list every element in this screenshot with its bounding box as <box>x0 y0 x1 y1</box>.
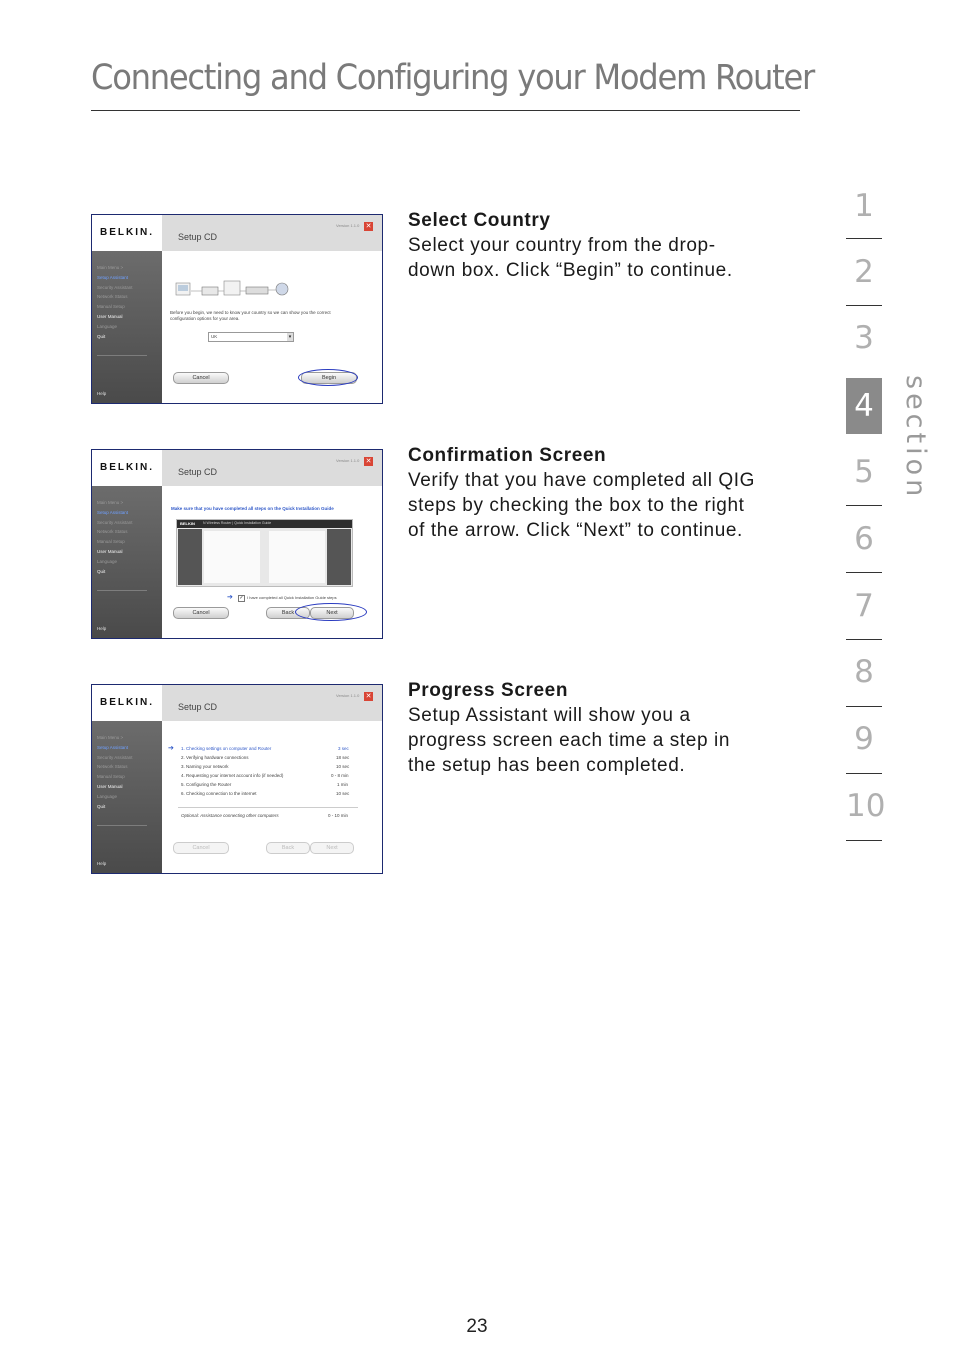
section-divider <box>846 305 882 306</box>
section-divider <box>846 773 882 774</box>
step-label: 6. Checking connection to the internet <box>181 791 257 796</box>
section-divider <box>846 505 882 506</box>
close-icon[interactable]: ✕ <box>365 457 372 465</box>
close-icon[interactable]: ✕ <box>365 692 372 700</box>
highlight-ring <box>295 603 367 621</box>
intro-text-line: configuration options for your area. <box>170 316 240 321</box>
menu-item-quit[interactable]: Quit <box>97 333 106 339</box>
menu-item-security-assistant[interactable]: Security Assistant <box>97 519 133 525</box>
back-button[interactable]: Back <box>266 607 310 619</box>
body-line: of the arrow. Click “Next” to continue. <box>408 520 743 541</box>
step-label-active: 1. Checking settings on computer and Router <box>181 746 272 751</box>
menu-item-user-manual[interactable]: User Manual <box>97 548 123 554</box>
close-icon[interactable]: ✕ <box>365 222 372 230</box>
section-link-1[interactable]: 1 <box>854 188 874 224</box>
menu-item-setup-assistant[interactable]: Setup Assistant <box>97 509 129 515</box>
text-block-select-country <box>408 208 803 283</box>
body-line: steps by checking the box to the right <box>408 495 745 516</box>
step-label: 4. Requesting your internet account info (if needed) <box>181 773 284 778</box>
intro-text-line: Before you begin, we need to know your country so we can show you the correct <box>170 310 331 315</box>
qig-title: N Wireless Router | Quick Installation Guide <box>203 521 272 525</box>
menu-item-main-menu[interactable]: Main Menu > <box>97 500 124 505</box>
menu-item-quit[interactable]: Quit <box>97 803 106 809</box>
sidebar-divider <box>97 825 147 826</box>
list-divider <box>178 807 358 808</box>
heading: Progress Screen <box>408 680 569 701</box>
text-block-confirmation <box>408 443 803 543</box>
version-label: Version 1.1.0 <box>336 223 360 228</box>
body-line: down box. Click “Begin” to continue. <box>408 260 733 281</box>
section-link-6[interactable]: 6 <box>854 521 874 557</box>
cancel-button[interactable]: Cancel <box>173 842 229 854</box>
menu-item-manual-setup[interactable]: Manual Setup <box>97 539 125 545</box>
highlight-ring <box>298 369 358 386</box>
menu-item-quit[interactable]: Quit <box>97 568 106 574</box>
version-label: Version 1.1.0 <box>336 693 360 698</box>
screenshot-progress <box>91 684 383 874</box>
body-line: Setup Assistant will show you a <box>408 705 691 726</box>
section-divider <box>846 639 882 640</box>
window-title: Setup CD <box>178 467 218 477</box>
text-block-progress <box>408 678 803 778</box>
menu-item-manual-setup[interactable]: Manual Setup <box>97 304 125 310</box>
sidebar-divider <box>97 355 147 356</box>
menu-item-security-assistant[interactable]: Security Assistant <box>97 284 133 290</box>
step-time-active: 3 sec <box>338 746 349 751</box>
step-label: 2. Verifying hardware connections <box>181 755 249 760</box>
section-link-7[interactable]: 7 <box>854 588 874 624</box>
section-link-10[interactable]: 10 <box>846 788 886 824</box>
section-link-8[interactable]: 8 <box>854 654 874 690</box>
body-line: Verify that you have completed all QIG <box>408 470 756 491</box>
menu-item-security-assistant[interactable]: Security Assistant <box>97 754 133 760</box>
qig-brand: BELKIN <box>180 521 195 526</box>
begin-button[interactable]: Begin <box>301 372 357 384</box>
window-title: Setup CD <box>178 702 218 712</box>
qig-preview <box>176 519 353 587</box>
arrow-right-icon: ➔ <box>227 594 233 601</box>
menu-item-language[interactable]: Language <box>97 558 118 564</box>
section-divider <box>846 706 882 707</box>
title-rule <box>91 110 800 111</box>
arrow-right-icon: ➔ <box>168 745 174 752</box>
help-link[interactable]: Help <box>97 391 107 396</box>
qig-page <box>204 531 260 583</box>
qig-page-dark <box>327 529 351 585</box>
menu-item-main-menu[interactable]: Main Menu > <box>97 735 124 740</box>
body-line: the setup has been completed. <box>408 755 686 776</box>
belkin-logo: BELKIN. <box>92 215 162 251</box>
qig-page <box>269 531 325 583</box>
section-divider <box>846 238 882 239</box>
cancel-button[interactable]: Cancel <box>173 372 229 384</box>
qig-page-dark <box>178 529 202 585</box>
section-link-5[interactable]: 5 <box>854 454 874 490</box>
sidebar-divider <box>97 590 147 591</box>
section-link-2[interactable]: 2 <box>854 254 874 290</box>
page-title: Connecting and Configuring your Modem Router <box>91 58 814 98</box>
page-number: 23 <box>466 1316 488 1337</box>
next-button[interactable]: Next <box>310 842 354 854</box>
section-link-4-active[interactable]: 4 <box>846 378 882 434</box>
qig-heading: Make sure that you have completed all steps on the Quick Installation Guide <box>171 506 334 511</box>
menu-item-user-manual[interactable]: User Manual <box>97 783 123 789</box>
belkin-logo: BELKIN. <box>92 450 162 486</box>
step-label: 5. Configuring the Router <box>181 782 232 787</box>
back-button[interactable]: Back <box>266 842 310 854</box>
belkin-logo: BELKIN. <box>92 685 162 721</box>
sidebar <box>92 251 162 403</box>
section-link-9[interactable]: 9 <box>854 721 874 757</box>
screenshot-select-country <box>91 214 383 404</box>
body-line: progress screen each time a step in <box>408 730 730 751</box>
menu-item-network-status[interactable]: Network Status <box>97 294 128 300</box>
optional-step-time: 0 - 10 min <box>328 813 349 818</box>
next-button[interactable]: Next <box>310 607 354 619</box>
section-link-3[interactable]: 3 <box>854 320 874 356</box>
step-time: 18 sec <box>336 755 350 760</box>
step-time: 0 - 8 min <box>331 773 349 778</box>
checkbox-label: I have completed all Quick Installation Guide steps <box>247 595 337 600</box>
optional-step-label: Optional: Assistance connecting other computers <box>181 813 279 818</box>
country-select[interactable] <box>208 332 294 342</box>
qig-bar <box>177 520 352 528</box>
step-time: 10 sec <box>336 764 350 769</box>
menu-item-language[interactable]: Language <box>97 793 118 799</box>
menu-item-setup-assistant[interactable]: Setup Assistant <box>97 744 129 750</box>
version-label: Version 1.1.0 <box>336 458 360 463</box>
section-divider <box>846 572 882 573</box>
menu-item-language[interactable]: Language <box>97 323 118 329</box>
help-link[interactable]: Help <box>97 626 107 631</box>
menu-item-setup-assistant[interactable]: Setup Assistant <box>97 274 129 280</box>
help-link[interactable]: Help <box>97 861 107 866</box>
cancel-button[interactable]: Cancel <box>173 607 229 619</box>
chevron-down-icon: ▾ <box>288 334 292 340</box>
section-label: section <box>900 375 931 501</box>
menu-item-network-status[interactable]: Network Status <box>97 764 128 770</box>
menu-item-manual-setup[interactable]: Manual Setup <box>97 774 125 780</box>
heading: Select Country <box>408 210 551 231</box>
qig-checkbox[interactable]: ✓ <box>239 595 244 601</box>
body-line: Select your country from the drop- <box>408 235 716 256</box>
screenshot-confirmation <box>91 449 383 639</box>
sidebar <box>92 486 162 638</box>
menu-item-main-menu[interactable]: Main Menu > <box>97 265 124 270</box>
heading: Confirmation Screen <box>408 445 607 466</box>
menu-item-user-manual[interactable]: User Manual <box>97 313 123 319</box>
step-time: 10 sec <box>336 791 350 796</box>
network-diagram-icon <box>174 277 294 301</box>
window-title: Setup CD <box>178 232 218 242</box>
step-time: 1 min <box>337 782 349 787</box>
menu-item-network-status[interactable]: Network Status <box>97 529 128 535</box>
country-value: UK <box>211 334 218 339</box>
step-label: 3. Naming your network <box>181 764 229 769</box>
sidebar <box>92 721 162 873</box>
section-divider <box>846 840 882 841</box>
